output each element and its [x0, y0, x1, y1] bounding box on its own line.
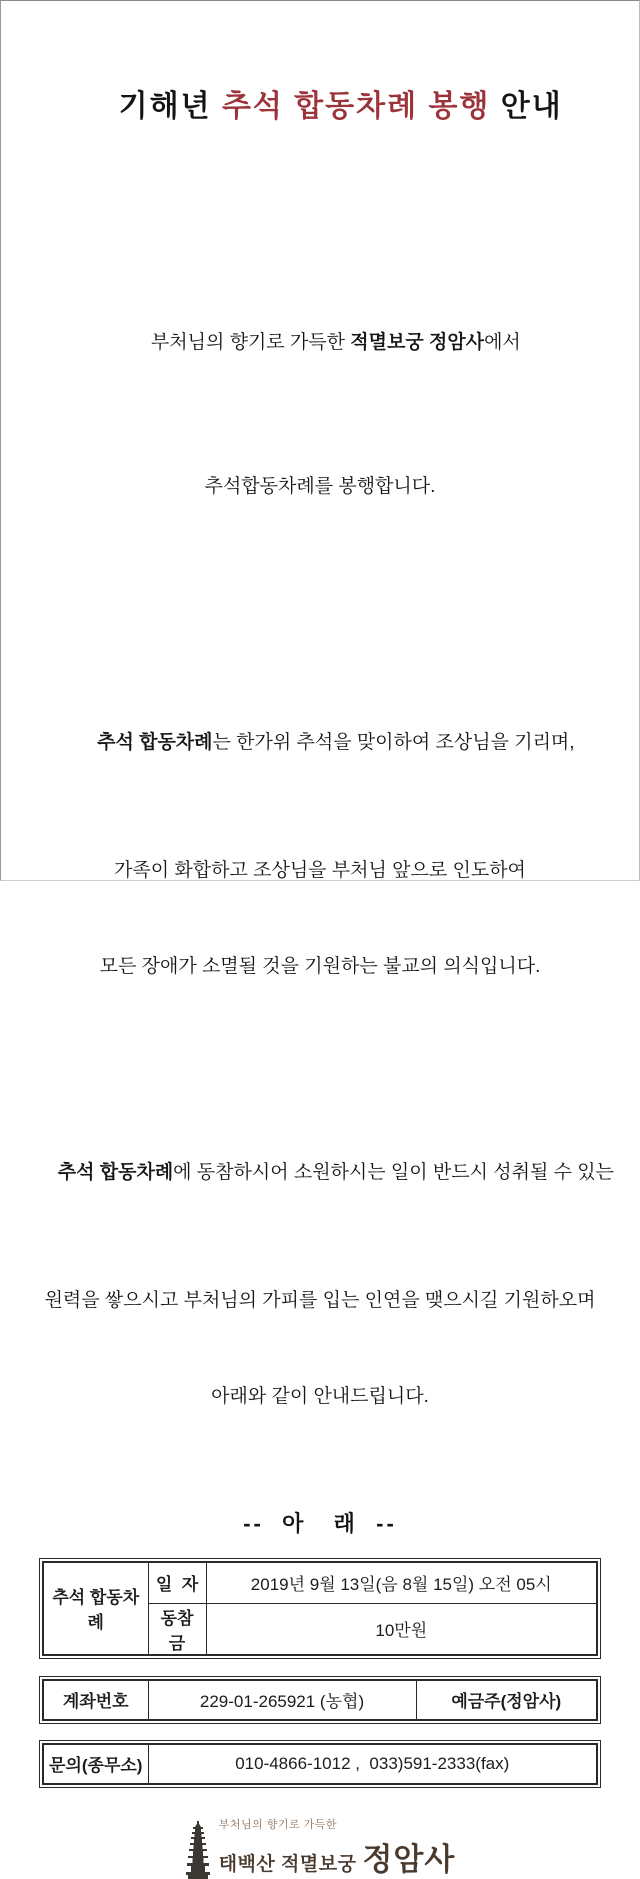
- account-holder: 예금주(정암사): [416, 1680, 597, 1720]
- logo-text: [219, 1816, 456, 1879]
- contact-table: [39, 1740, 601, 1788]
- fee-label: 동참금: [148, 1603, 206, 1655]
- title-part1: 기해년: [118, 90, 222, 123]
- logo-temple-line: 태백산 적멸보궁: [218, 1853, 357, 1875]
- temple-logo: [1, 1816, 639, 1879]
- contact-value: 010-4866-1012 , 033)591-2333(fax): [148, 1744, 597, 1784]
- intro-paragraph: [1, 217, 639, 577]
- intro-line-1: 부처님의 향기로 가득한 적멸보궁 정암사에서: [150, 332, 521, 353]
- about-line-2: 가족이 화합하고 조상님을 부처님 앞으로 인도하여: [114, 860, 526, 881]
- about-line-1: 추석 합동차례는 한가위 추석을 맞이하여 조상님을 기리며,: [97, 732, 575, 753]
- fee-value: 10만원: [206, 1603, 597, 1655]
- invite-paragraph: [1, 1061, 639, 1477]
- page-title: [1, 47, 639, 159]
- logo-temple-name: 정암사: [362, 1841, 456, 1877]
- title-part2: 안내: [490, 90, 563, 123]
- invite-line-2: 원력을 쌓으시고 부처님의 가피를 입는 인연을 맺으시길 기원하오며: [44, 1290, 596, 1311]
- date-label: 일 자: [148, 1562, 206, 1603]
- ceremony-row-header: 추석 합동차례: [43, 1562, 148, 1655]
- logo-tagline: 부처님의 향기로 가득한: [218, 1818, 338, 1831]
- account-table: [39, 1676, 601, 1724]
- invite-line-1: 추석 합동차례에 동참하시어 소원하시는 일이 반드시 성취될 수 있는: [57, 1162, 614, 1183]
- about-line-3: 모든 장애가 소멸될 것을 기원하는 불교의 의식입니다.: [99, 956, 541, 977]
- about-paragraph: [1, 631, 639, 1047]
- contact-label: 문의(종무소): [43, 1744, 148, 1784]
- intro-line-2: 추석합동차례를 봉행합니다.: [204, 476, 436, 497]
- ceremony-table: [39, 1558, 601, 1659]
- pagoda-icon: [185, 1821, 211, 1879]
- date-value: 2019년 9월 13일(음 8월 15일) 오전 05시: [206, 1562, 597, 1603]
- logo-main-row: [219, 1834, 456, 1879]
- section-divider: -- 아 래 --: [243, 1511, 397, 1536]
- invite-line-3: 아래와 같이 안내드립니다.: [211, 1386, 429, 1407]
- title-highlight: 추석 합동차례 봉행: [221, 90, 491, 123]
- account-label: 계좌번호: [43, 1680, 148, 1720]
- account-number: 229-01-265921 (농협): [148, 1680, 416, 1720]
